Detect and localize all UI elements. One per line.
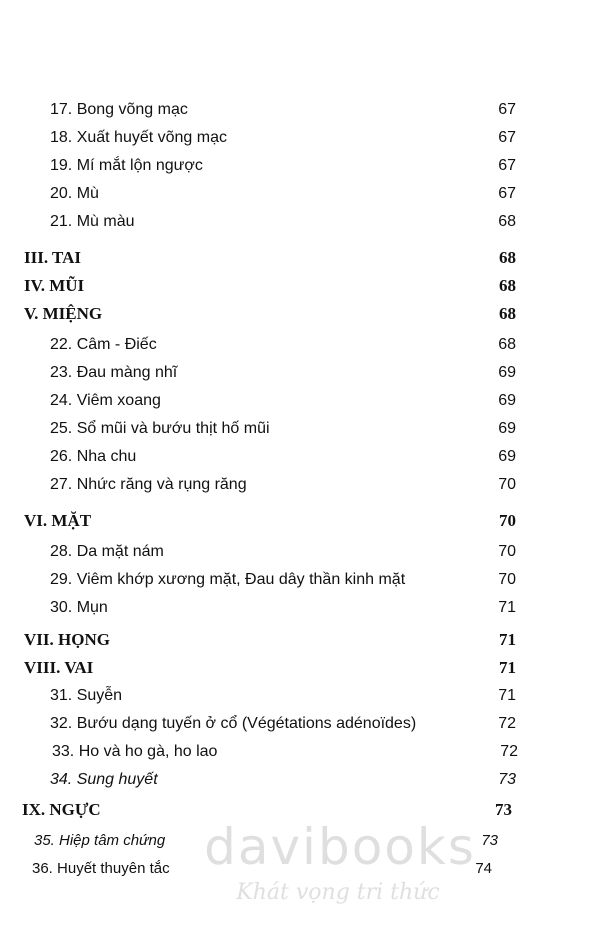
toc-entry [0,181,600,207]
toc-entry-page: 68 [498,336,516,353]
toc-entry-page: 69 [498,392,516,409]
toc-entry-page: 70 [498,571,516,588]
toc-section-heading [0,245,600,271]
toc-entry [0,97,600,123]
toc-entry [0,360,600,386]
toc-entry-label: 32. Bướu dạng tuyến ở cổ (Végétations adénoïdes) [50,715,417,732]
toc-entry [0,444,600,470]
toc-section-page: 68 [499,304,516,323]
toc-entry [0,416,600,442]
toc-entry-page: 67 [498,101,516,118]
toc-entry-label: 27. Nhức răng và rụng răng [50,476,247,493]
toc-entry-page: 67 [498,185,516,202]
toc-entry [0,153,600,179]
toc-entry-label: 19. Mí mắt lộn ngược [50,157,203,174]
toc-entry-page: 73 [498,771,516,788]
toc-entry-page: 72 [500,743,518,760]
toc-entry-page: 70 [498,543,516,560]
toc-entry [0,209,600,235]
toc-entry-page: 69 [498,420,516,437]
toc-entry-page: 68 [498,213,516,230]
toc-entry-label: 21. Mù màu [50,213,135,230]
toc-entry-label: 31. Suyễn [50,687,123,704]
toc-entry-page: 67 [498,129,516,146]
toc-entry-label: 26. Nha chu [50,448,137,465]
toc-entry-label: 23. Đau màng nhĩ [50,364,178,381]
toc-section-heading [0,627,600,653]
toc-entry [0,739,600,765]
toc-section-page: 73 [495,800,512,819]
toc-section-label: IV. MŨI [24,276,85,295]
toc-entry [0,388,600,414]
toc-entry-page: 67 [498,157,516,174]
toc-section-page: 68 [499,248,516,267]
toc-entry-label: 24. Viêm xoang [50,392,161,409]
toc-entry-label: 34. Sung huyết [50,771,158,788]
toc-section-page: 71 [499,658,516,677]
toc-entry-page: 69 [498,448,516,465]
watermark-tagline: Khát vọng tri thức [236,880,440,905]
toc-entry-label: 33. Ho và ho gà, ho lao [52,743,218,760]
toc-entry-label: 35. Hiệp tâm chứng [34,832,166,849]
toc-entry [0,125,600,151]
toc-section-label: III. TAI [24,248,82,267]
toc-entry-label: 25. Sổ mũi và bướu thịt hố mũi [50,420,270,437]
toc-section-heading [0,273,600,299]
toc-entry-label: 30. Mụn [50,599,108,616]
toc-entry [0,767,600,793]
toc-section-label: VII. HỌNG [24,630,110,649]
toc-entry [0,332,600,358]
toc-entry-page: 74 [475,860,492,877]
toc-section-heading [0,655,600,681]
toc-section-page: 68 [499,276,516,295]
toc-entry-label: 17. Bong võng mạc [50,101,188,118]
toc-entry [0,472,600,498]
toc-entry-label: 22. Câm - Điếc [50,336,157,353]
toc-section-page: 70 [499,511,516,530]
toc-entry-label: 18. Xuất huyết võng mạc [50,129,227,146]
toc-entry-page: 73 [481,832,498,849]
toc-entry-page: 70 [498,476,516,493]
toc-entry-label: 28. Da mặt nám [50,543,164,560]
toc-section-label: VI. MẶT [24,511,92,530]
toc-section-heading [0,301,600,327]
toc-entry [0,539,600,565]
toc-entry [0,711,600,737]
toc-entry-label: 20. Mù [50,185,99,202]
toc-entry-label: 36. Huyết thuyên tắc [32,860,170,877]
toc-entry-label: 29. Viêm khớp xương mặt, Đau dây thần kinh mặt [50,571,406,588]
toc-section-label: IX. NGỰC [22,800,101,819]
toc-entry-page: 71 [498,687,516,704]
toc-entry-page: 71 [498,599,516,616]
watermark-brand: davibooks [204,818,476,876]
toc-entry-page: 72 [498,715,516,732]
toc-entry-page: 69 [498,364,516,381]
toc-section-page: 71 [499,630,516,649]
toc-entry [0,595,600,621]
toc-section-heading [0,508,600,534]
toc-entry [0,683,600,709]
toc-entry [0,567,600,593]
toc-section-label: VIII. VAI [24,658,94,677]
toc-section-label: V. MIỆNG [24,304,103,323]
